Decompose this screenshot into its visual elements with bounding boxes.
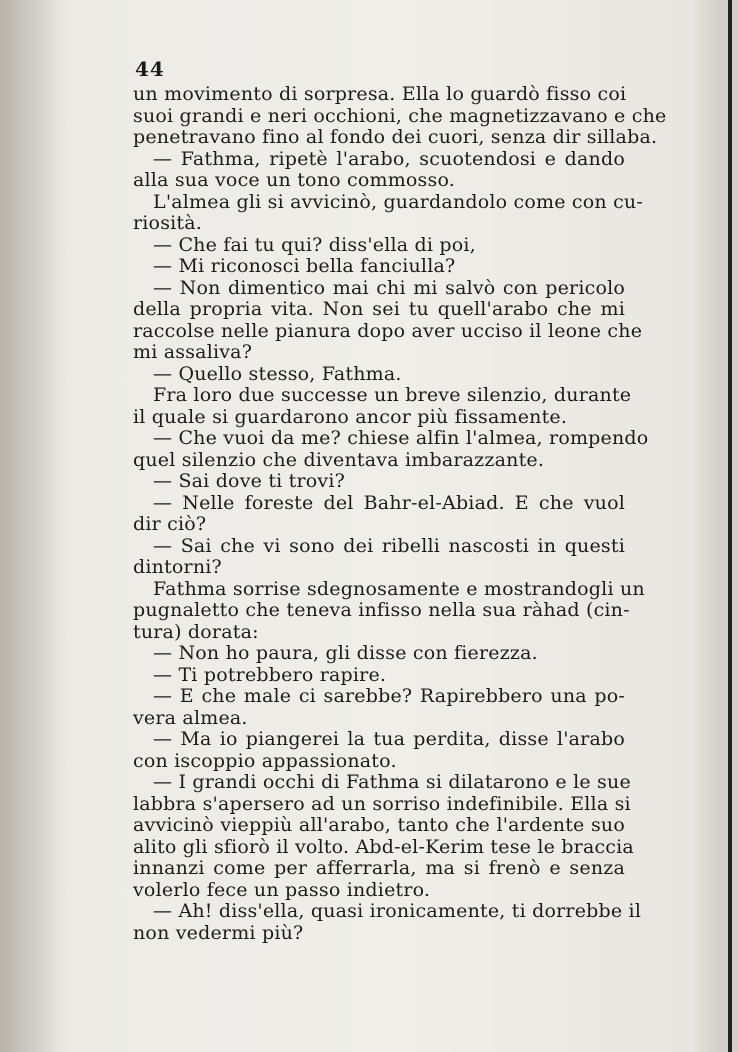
text-line: volerlo fece un passo indietro.	[133, 878, 431, 901]
text-line: — Ma io piangerei la tua perdita, disse l'arabo	[153, 728, 625, 750]
text-line: dir ciò?	[133, 513, 207, 535]
text-line: — Che vuoi da me? chiese alfin l'almea, rompendo	[153, 427, 649, 449]
text-line: — Sai dove ti trovi?	[153, 470, 346, 492]
text-line: suoi grandi e neri occhioni, che magnetizzavano e che	[133, 104, 667, 127]
text-line: penetravano fino al fondo dei cuori, senza dir sillaba.	[133, 126, 658, 148]
text-line: dintorni?	[133, 556, 222, 578]
text-line: raccolse nelle pianura dopo aver ucciso il leone che	[133, 319, 643, 342]
text-line: Fra loro due successe un breve silenzio, durante	[153, 384, 632, 406]
text-line: Fathma sorrise sdegnosamente e mostrandogli un	[153, 577, 645, 600]
text-line: vera almea.	[133, 706, 248, 729]
text-line: — Che fai tu qui? diss'ella di poi,	[153, 233, 476, 256]
text-line: — Mi riconosci bella fanciulla?	[153, 255, 456, 277]
text-line: con iscoppio appassionato.	[133, 749, 397, 772]
text-line: il quale si guardarono ancor più fissamente.	[133, 405, 568, 428]
page-number: 44	[135, 57, 165, 81]
page-edge-line	[728, 0, 732, 1052]
text-line: — Sai che vi sono dei ribelli nascosti in questi	[153, 534, 625, 557]
text-line: non vedermi più?	[133, 921, 304, 944]
text-line: — Quello stesso, Fathma.	[153, 362, 402, 385]
page-gutter-shadow	[0, 0, 70, 1052]
text-line: pugnaletto che teneva infisso nella sua ràhad (cin-	[133, 599, 630, 621]
text-line: — Ah! diss'ella, quasi ironicamente, ti dorrebbe il	[153, 900, 642, 922]
text-line: della propria vita. Non sei tu quell'arabo che mi	[133, 298, 625, 320]
text-line: alito gli sfiorò il volto. Abd-el-Kerim tese le braccia	[133, 835, 634, 858]
text-line: alla sua voce un tono commosso.	[133, 169, 456, 191]
text-line: riosità.	[133, 212, 203, 234]
text-line: un movimento di sorpresa. Ella lo guardò fisso coi	[133, 83, 627, 105]
text-line: mi assaliva?	[133, 341, 253, 363]
text-line: — Nelle foreste del Bahr-el-Abiad. E che vuol	[153, 491, 625, 514]
text-line: — E che male ci sarebbe? Rapirebbero una po-	[153, 685, 625, 707]
text-line: avvicinò vieppiù all'arabo, tanto che l'ardente suo	[133, 814, 625, 836]
text-line: labbra s'apersero ad un sorriso indefinibile. Ella si	[133, 792, 631, 815]
text-line: — I grandi occhi di Fathma si dilatarono e le sue	[153, 771, 631, 793]
text-line: — Non dimentico mai chi mi salvò con pericolo	[153, 276, 625, 299]
text-line: L'almea gli si avvicinò, guardandolo come con cu-	[153, 190, 643, 213]
text-line: quel silenzio che diventava imbarazzante.	[133, 448, 545, 471]
page-text	[133, 83, 667, 944]
text-line: tura) dorata:	[133, 620, 259, 643]
text-line: — Non ho paura, gli disse con fierezza.	[153, 642, 538, 664]
text-line: — Fathma, ripetè l'arabo, scuotendosi e dando	[153, 147, 625, 170]
text-line: — Ti potrebbero rapire.	[153, 663, 387, 686]
text-line: innanzi come per afferrarla, ma si frenò e senza	[133, 857, 625, 879]
